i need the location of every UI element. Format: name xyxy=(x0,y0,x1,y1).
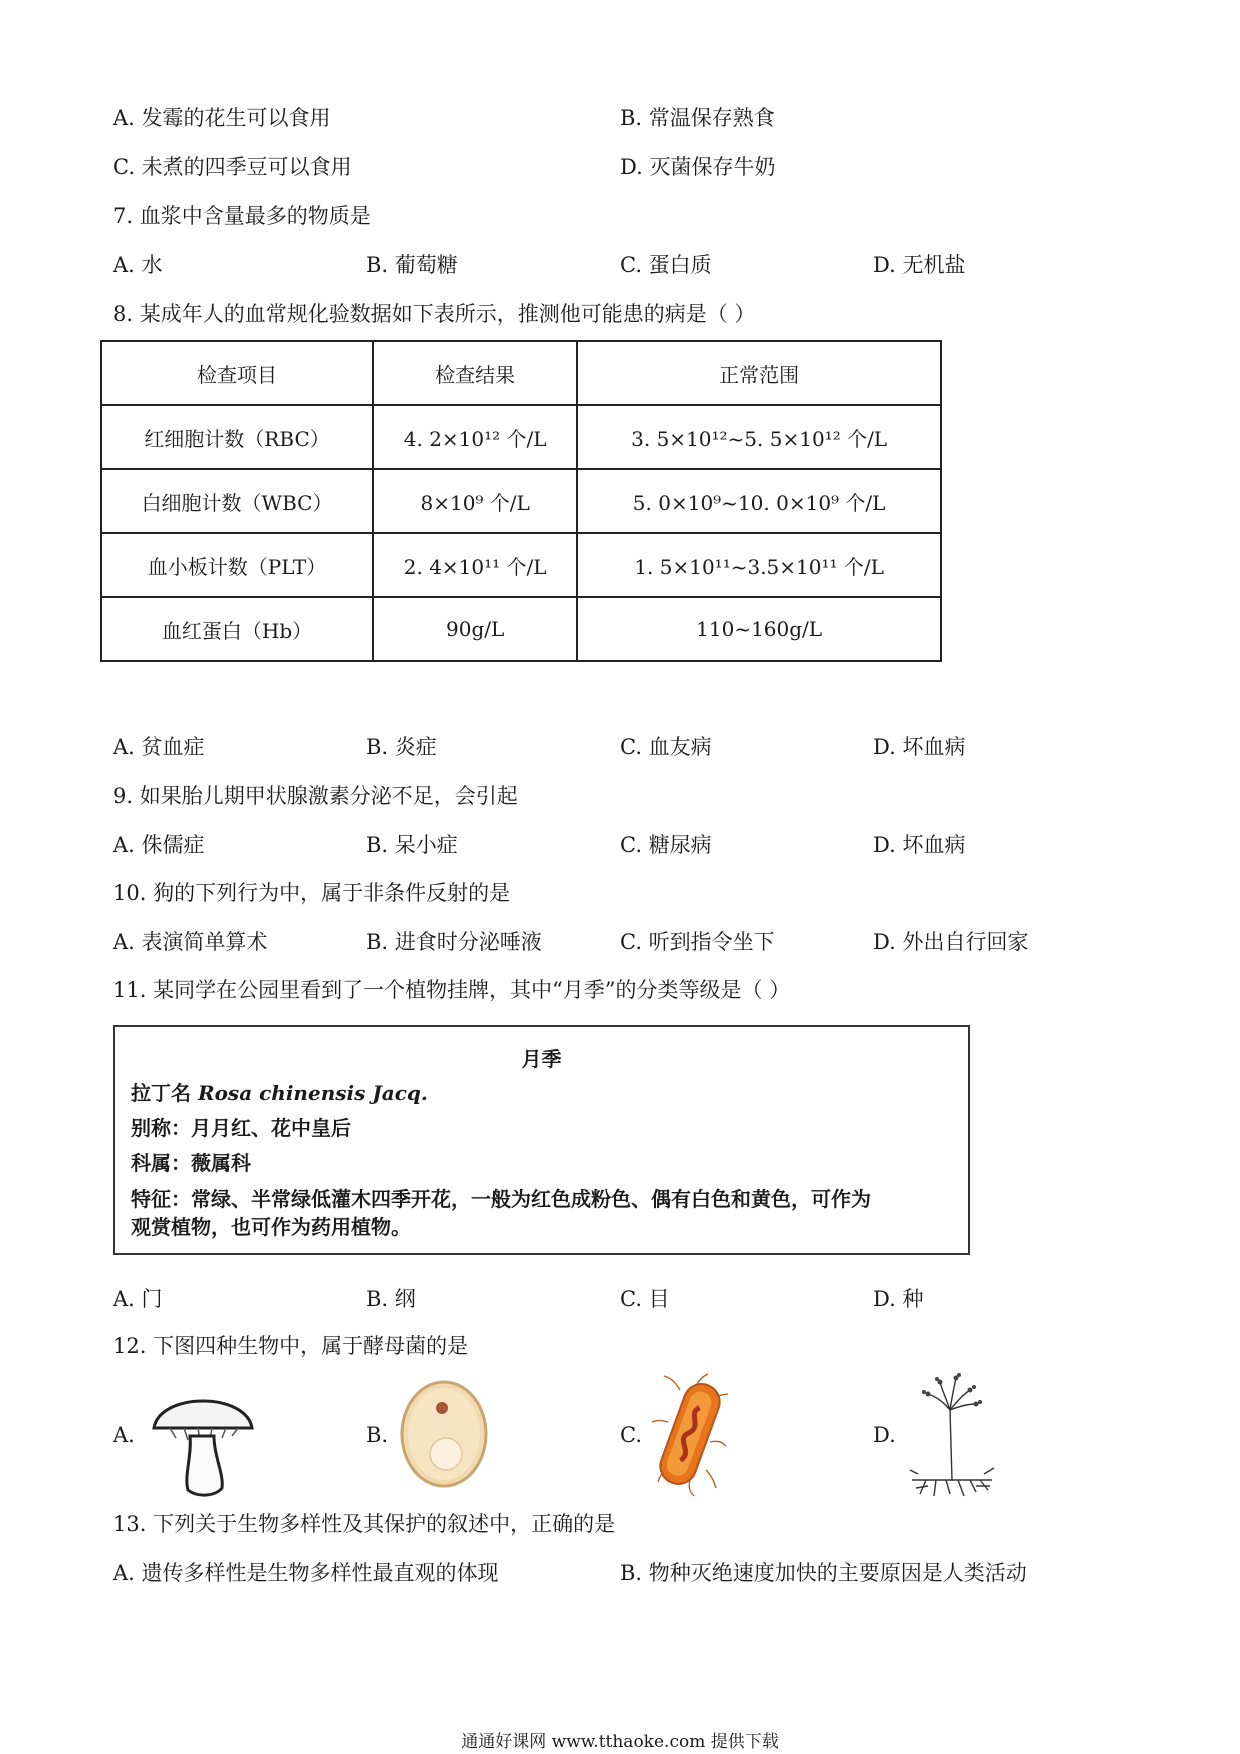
mold-icon xyxy=(906,1370,998,1504)
table-row xyxy=(101,597,941,661)
q10-option-d: D. 外出自行回家 xyxy=(873,930,1029,954)
table-row xyxy=(101,469,941,533)
plaque-latin-line xyxy=(131,1077,428,1106)
q6-option-b: B. 常温保存熟食 xyxy=(620,106,775,130)
yeast-cell-icon xyxy=(398,1378,490,1494)
table-cell: 红细胞计数（RBC） xyxy=(101,405,373,469)
q10-option-a: A. 表演简单算术 xyxy=(113,930,268,954)
plaque-title: 月季 xyxy=(521,1047,562,1071)
q8-stem: 8. 某成年人的血常规化验数据如下表所示，推测他可能患的病是（ ） xyxy=(113,302,756,326)
plaque-family: 科属：薇属科 xyxy=(131,1151,251,1175)
plant-label-plaque xyxy=(113,1025,970,1255)
plaque-feature-line-1: 特征：常绿、半常绿低灌木四季开花，一般为红色成粉色、偶有白色和黄色，可作为 xyxy=(131,1187,871,1211)
q9-option-c: C. 糖尿病 xyxy=(620,833,712,857)
table-row xyxy=(101,405,941,469)
table-cell: 5. 0×10⁹~10. 0×10⁹ 个/L xyxy=(577,469,941,533)
table-cell: 4. 2×10¹² 个/L xyxy=(373,405,577,469)
q6-option-d: D. 灭菌保存牛奶 xyxy=(620,155,776,179)
q8-option-c: C. 血友病 xyxy=(620,735,712,759)
q9-stem: 9. 如果胎儿期甲状腺激素分泌不足，会引起 xyxy=(113,784,518,808)
plaque-alias: 别称：月月红、花中皇后 xyxy=(131,1116,351,1140)
table-cell: 90g/L xyxy=(373,597,577,661)
q11-option-d: D. 种 xyxy=(873,1287,924,1311)
table-header: 正常范围 xyxy=(577,341,941,405)
table-header: 检查结果 xyxy=(373,341,577,405)
q10-stem: 10. 狗的下列行为中，属于非条件反射的是 xyxy=(113,881,511,905)
table-cell: 3. 5×10¹²~5. 5×10¹² 个/L xyxy=(577,405,941,469)
page-footer: 通通好课网 www.tthaoke.com 提供下载 xyxy=(461,1732,779,1752)
plaque-latin-name: Rosa chinensis Jacq. xyxy=(197,1081,428,1105)
q11-option-a: A. 门 xyxy=(113,1287,163,1311)
q8-option-a: A. 贫血症 xyxy=(113,735,205,759)
q8-option-d: D. 坏血病 xyxy=(873,735,966,759)
table-cell: 白细胞计数（WBC） xyxy=(101,469,373,533)
q12-option-b: B. xyxy=(366,1423,389,1447)
q6-option-a: A. 发霉的花生可以食用 xyxy=(113,106,331,130)
q9-option-d: D. 坏血病 xyxy=(873,833,966,857)
plaque-feature-line-2: 观赏植物，也可作为药用植物。 xyxy=(131,1215,411,1239)
table-cell: 1. 5×10¹¹~3.5×10¹¹ 个/L xyxy=(577,533,941,597)
q13-option-b: B. 物种灭绝速度加快的主要原因是人类活动 xyxy=(620,1561,1027,1585)
blood-test-table xyxy=(100,340,942,662)
mushroom-icon xyxy=(150,1380,256,1502)
q7-option-c: C. 蛋白质 xyxy=(620,253,712,277)
table-cell: 血红蛋白（Hb） xyxy=(101,597,373,661)
q7-stem: 7. 血浆中含量最多的物质是 xyxy=(113,204,371,228)
q12-stem: 12. 下图四种生物中，属于酵母菌的是 xyxy=(113,1334,469,1358)
q13-option-a: A. 遗传多样性是生物多样性最直观的体现 xyxy=(113,1561,499,1585)
table-header: 检查项目 xyxy=(101,341,373,405)
q7-option-a: A. 水 xyxy=(113,253,163,277)
q10-option-b: B. 进食时分泌唾液 xyxy=(366,930,542,954)
q7-option-d: D. 无机盐 xyxy=(873,253,966,277)
q6-option-c: C. 未煮的四季豆可以食用 xyxy=(113,155,352,179)
q9-option-a: A. 侏儒症 xyxy=(113,833,205,857)
q11-option-b: B. 纲 xyxy=(366,1287,416,1311)
q11-option-c: C. 目 xyxy=(620,1287,670,1311)
table-cell: 110~160g/L xyxy=(577,597,941,661)
table-cell: 2. 4×10¹¹ 个/L xyxy=(373,533,577,597)
table-header-row xyxy=(101,341,941,405)
plaque-latin-label: 拉丁名 xyxy=(131,1081,191,1105)
table-cell: 血小板计数（PLT） xyxy=(101,533,373,597)
q9-option-b: B. 呆小症 xyxy=(366,833,458,857)
q10-option-c: C. 听到指令坐下 xyxy=(620,930,775,954)
q12-option-d: D. xyxy=(873,1423,896,1447)
q7-option-b: B. 葡萄糖 xyxy=(366,253,458,277)
table-cell: 8×10⁹ 个/L xyxy=(373,469,577,533)
q8-option-b: B. 炎症 xyxy=(366,735,437,759)
table-row xyxy=(101,533,941,597)
q11-stem: 11. 某同学在公园里看到了一个植物挂牌，其中“月季”的分类等级是（ ） xyxy=(113,978,791,1002)
q12-option-c: C. xyxy=(620,1423,642,1447)
bacterium-icon xyxy=(650,1372,730,1502)
q13-stem: 13. 下列关于生物多样性及其保护的叙述中，正确的是 xyxy=(113,1512,616,1536)
q12-option-a: A. xyxy=(113,1423,135,1447)
